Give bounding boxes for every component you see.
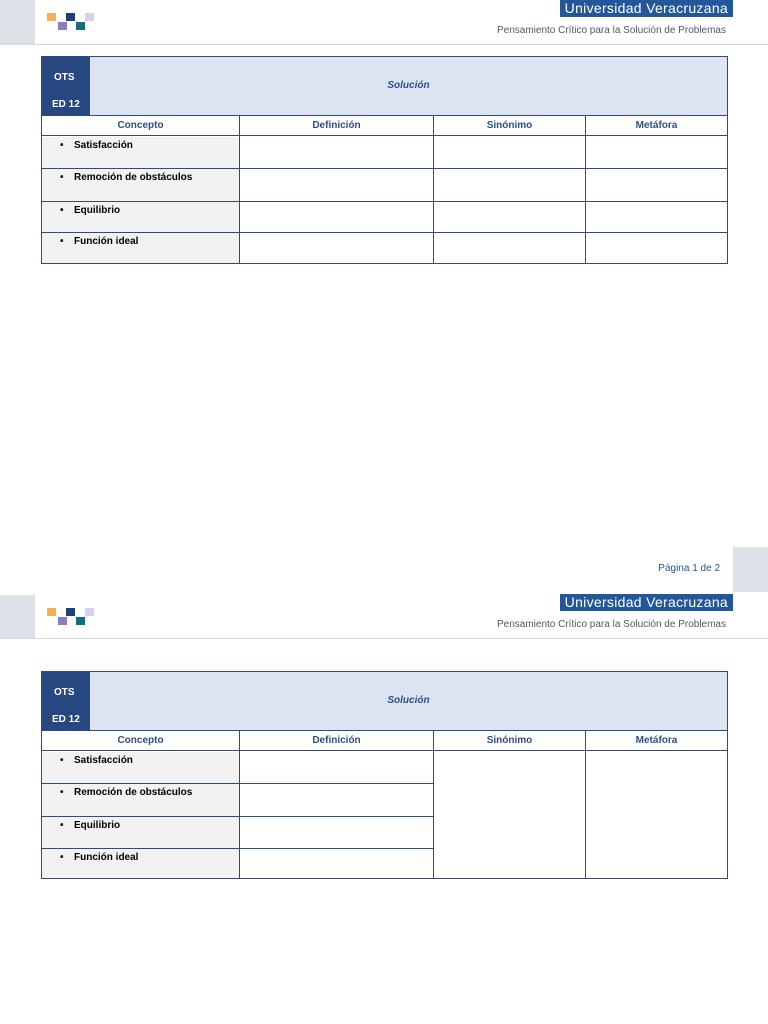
column-divider	[239, 731, 240, 878]
row-divider	[42, 848, 434, 849]
table-row	[42, 233, 239, 263]
column-header-concepto: Concepto	[42, 731, 239, 751]
column-header-metafora: Metáfora	[586, 731, 727, 751]
column-divider	[433, 731, 434, 878]
table-title: Solución	[387, 80, 430, 91]
code-badge	[42, 57, 90, 115]
column-divider	[585, 731, 586, 878]
column-divider	[433, 116, 434, 263]
solution-table	[41, 671, 728, 879]
row-divider	[42, 783, 434, 784]
uv-logo-icon	[47, 607, 97, 629]
code-top: OTS	[54, 72, 75, 83]
table-row	[42, 784, 239, 816]
row-divider	[42, 232, 727, 233]
university-name: Universidad Veracruzana	[560, 594, 733, 611]
concept-item: • Satisfacción	[60, 140, 133, 151]
code-bottom: ED 12	[52, 714, 80, 725]
page-edge-tab	[0, 595, 35, 638]
table-row	[42, 137, 239, 168]
concept-item: • Remoción de obstáculos	[60, 172, 193, 183]
column-divider	[239, 116, 240, 263]
table-title: Solución	[387, 695, 430, 706]
code-bottom: ED 12	[52, 99, 80, 110]
concept-item: • Remoción de obstáculos	[60, 787, 193, 798]
header-divider	[0, 44, 768, 45]
row-divider	[42, 201, 727, 202]
concept-item: • Equilibrio	[60, 820, 121, 831]
concept-item: • Función ideal	[60, 236, 139, 247]
table-title-bar	[42, 672, 727, 731]
course-subtitle: Pensamiento Crítico para la Solución de Problemas	[496, 25, 726, 36]
table-row	[42, 169, 239, 201]
column-header-concepto: Concepto	[42, 116, 239, 136]
code-badge	[42, 672, 90, 730]
row-divider	[42, 168, 727, 169]
table-row	[42, 849, 239, 878]
concept-item: • Función ideal	[60, 852, 139, 863]
column-header-definicion: Definición	[240, 116, 433, 136]
column-header-definicion: Definición	[240, 731, 433, 751]
table-row	[42, 202, 239, 232]
course-subtitle: Pensamiento Crítico para la Solución de Problemas	[496, 619, 726, 630]
column-header-sinonimo: Sinónimo	[434, 116, 585, 136]
university-name: Universidad Veracruzana	[560, 0, 733, 17]
column-header-sinonimo: Sinónimo	[434, 731, 585, 751]
solution-table	[41, 56, 728, 264]
column-divider	[585, 116, 586, 263]
column-header-metafora: Metáfora	[586, 116, 727, 136]
concept-item: • Equilibrio	[60, 205, 121, 216]
header-divider	[0, 638, 768, 639]
table-row	[42, 752, 239, 783]
code-top: OTS	[54, 687, 75, 698]
page-edge-tab	[733, 547, 768, 592]
table-row	[42, 817, 239, 848]
page-number: Página 1 de 2	[658, 563, 720, 574]
concept-item: • Satisfacción	[60, 755, 133, 766]
page-edge-tab	[0, 0, 35, 45]
table-title-bar	[42, 57, 727, 116]
row-divider	[42, 816, 434, 817]
uv-logo-icon	[47, 12, 97, 34]
